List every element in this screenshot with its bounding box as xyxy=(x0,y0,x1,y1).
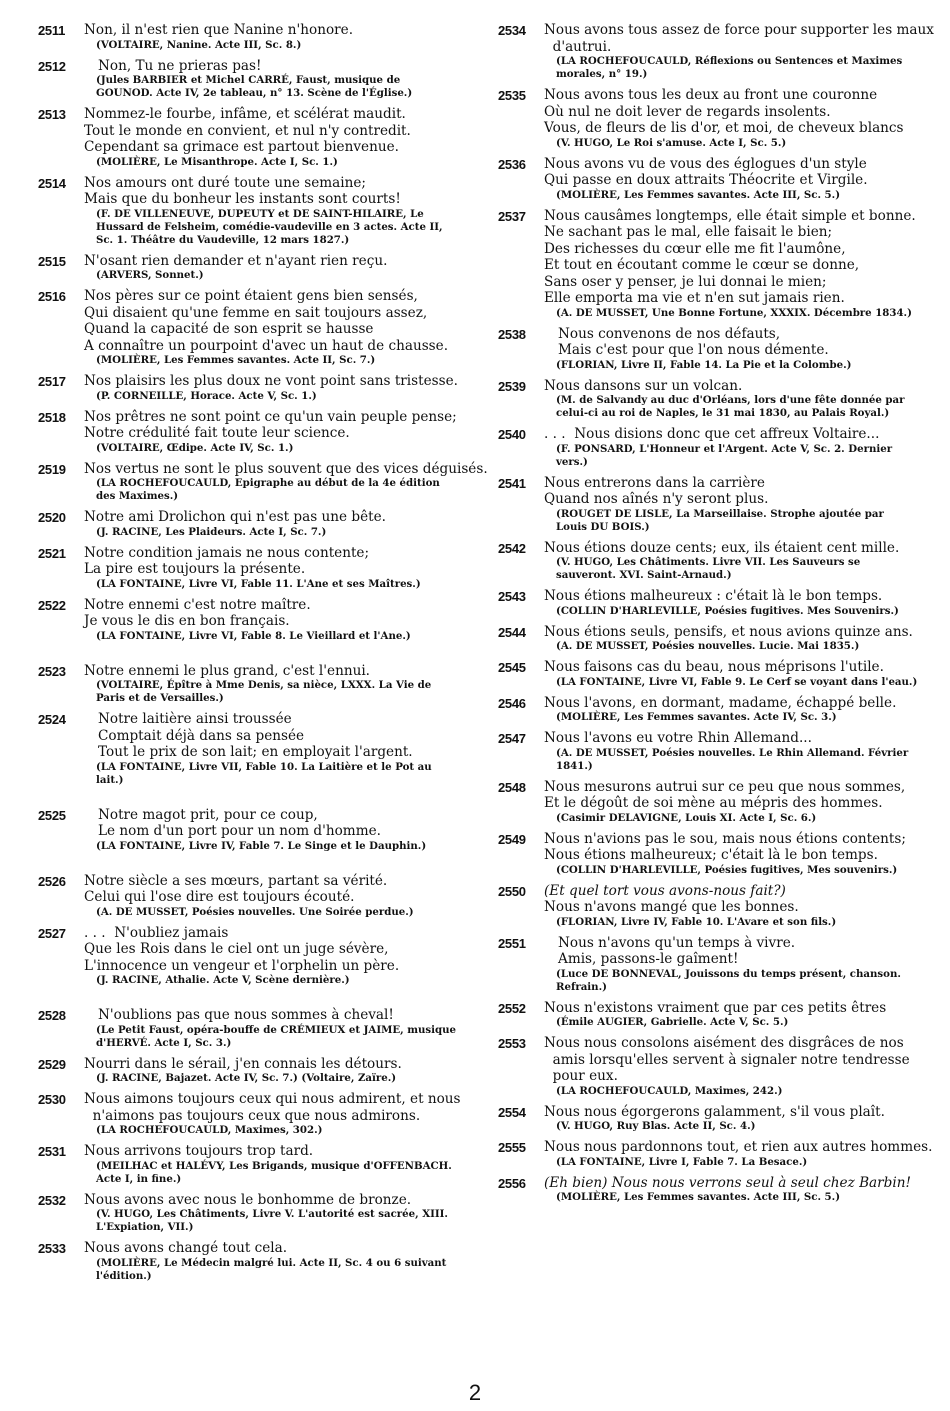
quote-source: (MOLIÈRE, Les Femmes savantes. Acte III, Sc. 5.) xyxy=(556,188,841,201)
quote-source: (MEILHAC et HALÉVY, Les Brigands, musique d'OFFENBACH. Acte I, in fine.) xyxy=(96,1159,452,1185)
quote-source: (MOLIÈRE, Le Médecin malgré lui. Acte II, Sc. 4 ou 6 suivant l'édition.) xyxy=(96,1256,447,1282)
quote-source: (J. RACINE, Athalie. Acte V, Scène dernière.) xyxy=(96,974,350,986)
quote-number: 2523 xyxy=(38,663,66,679)
quote-line: Quand nos aînés n'y seront plus. xyxy=(544,491,769,507)
quote-line: Où nul ne doit lever de regards insolents. xyxy=(544,103,831,120)
quote-number: 2532 xyxy=(38,1192,66,1208)
right-column xyxy=(498,22,934,1210)
quote-entry xyxy=(498,1104,918,1134)
quote-line: (Eh bien) Nous nous verrons seul à seul chez Barbin! xyxy=(544,1174,911,1191)
quote-number: 2533 xyxy=(38,1241,66,1256)
quote-line: Notre crédulité fait toute leur science. xyxy=(84,425,350,441)
quote-entry xyxy=(38,58,458,101)
quote-line: Notre magot prit, pour ce coup, xyxy=(98,806,318,823)
quote-number: 2546 xyxy=(498,695,526,711)
quote-entry xyxy=(498,883,918,929)
quote-source: (LA FONTAINE, Livre VI, Fable 11. L'Ane et ses Maîtres.) xyxy=(96,577,421,590)
quote-line: L'innocence un vengeur et l'orphelin un père. xyxy=(84,957,400,974)
quote-entry xyxy=(498,779,918,825)
quote-source: (LA ROCHEFOUCAULD, Maximes, 302.) xyxy=(96,1124,323,1136)
quote-source: (V. HUGO, Les Châtiments. Livre VII. Les Sauveurs se sauveront. XVI. Saint-Arnaud.) xyxy=(556,556,861,581)
quote-line: n'aimons pas toujours ceux que nous admirons. xyxy=(84,1107,421,1124)
quote-line: Nous causâmes longtemps, elle était simple et bonne. xyxy=(544,207,916,224)
quote-line: Nous mesurons autrui sur ce peu que nous sommes, xyxy=(544,778,906,795)
quote-source: (ARVERS, Sonnet.) xyxy=(96,269,204,281)
quote-entry xyxy=(498,1035,918,1098)
quote-source: (COLLIN D'HARLEVILLE, Poésies fugitives. Mes Souvenirs.) xyxy=(556,604,899,617)
quote-source: (M. de Salvandy au duc d'Orléans, lors d'une fête donnée par celui-ci au roi de Naples, le 31 mai 1830, au Palais Royal.) xyxy=(556,394,905,419)
quote-entry xyxy=(38,925,458,988)
quote-line: Nous dansons sur un volcan. xyxy=(544,377,743,394)
quote-line: Nous convenons de nos défauts, xyxy=(558,325,781,342)
quote-number: 2535 xyxy=(498,88,526,103)
quote-line: . . . N'oubliez jamais xyxy=(84,924,229,941)
quote-entry xyxy=(498,1139,933,1169)
quote-number: 2544 xyxy=(498,624,526,640)
quote-number: 2536 xyxy=(498,156,526,172)
quote-entry xyxy=(38,409,458,455)
quote-line: Nos prêtres ne sont point ce qu'un vain peuple pense; xyxy=(84,408,457,425)
quote-entry xyxy=(38,288,458,367)
quote-source: (Luce DE BONNEVAL, Jouissons du temps présent, chanson. Refrain.) xyxy=(556,967,901,993)
quote-number: 2550 xyxy=(498,883,526,899)
quote-number: 2531 xyxy=(38,1144,66,1159)
quote-number: 2529 xyxy=(38,1056,66,1072)
quote-line: Nous nous égorgerons galamment, s'il vous plaît. xyxy=(544,1103,885,1120)
quote-number: 2540 xyxy=(498,427,526,442)
quote-entry xyxy=(498,659,918,689)
quote-line: . . . Nous disions donc que cet affreux Voltaire... xyxy=(544,426,880,442)
quote-source: (Jules BARBIER et Michel CARRÉ, Faust, musique de GOUNOD. Acte IV, 2e tableau, n° 13. Scène de l'Église.) xyxy=(96,74,413,99)
left-column xyxy=(38,22,488,1289)
quote-number: 2534 xyxy=(498,23,526,38)
quote-line: Et tout en écoutant comme le cœur se donne, xyxy=(544,257,860,273)
quote-line: Nourri dans le sérail, j'en connais les détours. xyxy=(84,1055,402,1072)
quote-line: Notre ami Drolichon qui n'est pas une bête. xyxy=(84,509,386,525)
quote-number: 2553 xyxy=(498,1036,526,1051)
quote-source: (A. DE MUSSET, Poésies nouvelles. Lucie. Mai 1835.) xyxy=(556,640,860,652)
quote-line: N'osant rien demander et n'ayant rien reçu. xyxy=(84,252,388,269)
quote-entry xyxy=(498,475,918,534)
quote-entry xyxy=(498,156,918,202)
quote-source: (V. HUGO, Les Châtiments, Livre V. L'autorité est sacrée, XIII. L'Expiation, VII.) xyxy=(96,1208,448,1233)
quote-number: 2520 xyxy=(38,510,66,525)
quote-line: Non, Tu ne prieras pas! xyxy=(98,57,262,74)
quote-line: Nous n'avions pas le sou, mais nous étions contents; xyxy=(544,830,906,847)
quote-entry xyxy=(498,378,918,421)
quote-line: Nous n'existons vraiment que par ces petits êtres xyxy=(544,999,887,1016)
quote-entry xyxy=(498,22,934,81)
page-number: 2 xyxy=(468,1380,482,1405)
quote-line: Que les Rois dans le ciel ont un juge sévère, xyxy=(84,941,389,957)
quote-number: 2530 xyxy=(38,1092,66,1107)
quote-line: Cependant sa grimace est partout bienvenue. xyxy=(84,139,399,155)
quote-line: Nous n'avons qu'un temps à vivre. xyxy=(558,934,796,951)
quote-number: 2539 xyxy=(498,378,526,394)
quote-line: Nos vertus ne sont le plus souvent que des vices déguisés. xyxy=(84,460,488,477)
quote-line: Nos plaisirs les plus doux ne vont point sans tristesse. xyxy=(84,373,458,389)
quote-entry xyxy=(38,22,458,52)
quote-entry xyxy=(38,597,458,643)
quote-source: (LA FONTAINE, Livre VI, Fable 9. Le Cerf se voyant dans l'eau.) xyxy=(556,675,918,688)
quote-number: 2537 xyxy=(498,208,526,224)
quote-source: (J. RACINE, Bajazet. Acte IV, Sc. 7.) (Voltaire, Zaïre.) xyxy=(96,1072,397,1084)
quote-number: 2519 xyxy=(38,461,66,477)
quote-number: 2524 xyxy=(38,712,66,727)
quote-entry xyxy=(498,588,918,618)
quote-line: Notre ennemi c'est notre maître. xyxy=(84,596,311,613)
quote-line: Nous aimons toujours ceux qui nous admirent, et nous xyxy=(84,1091,461,1107)
quote-line: Nous avons tous les deux au front une couronne xyxy=(544,87,878,103)
quote-line: Nos pères sur ce point étaient gens bien sensés, xyxy=(84,288,418,304)
quote-source: (MOLIÈRE, Les Femmes savantes. Acte II, Sc. 7.) xyxy=(96,354,376,366)
quote-source: (V. HUGO, Ruy Blas. Acte II, Sc. 4.) xyxy=(556,1120,756,1132)
quote-number: 2551 xyxy=(498,935,526,951)
quote-line: (Et quel tort vous avons-nous fait?) xyxy=(544,882,786,899)
quote-number: 2552 xyxy=(498,1000,526,1016)
quote-entry xyxy=(38,1143,458,1186)
quote-line: Nous avons avec nous le bonhomme de bronze. xyxy=(84,1191,412,1208)
quote-entry xyxy=(38,373,458,403)
quote-line: Nous avons vu de vous des églogues d'un style xyxy=(544,155,867,172)
quote-source: (LA ROCHEFOUCAULD, Réflexions ou Sentences et Maximes morales, n° 19.) xyxy=(556,55,903,80)
quote-source: (VOLTAIRE, Nanine. Acte III, Sc. 8.) xyxy=(96,38,302,51)
quote-source: (FLORIAN, Livre II, Fable 14. La Pie et la Colombe.) xyxy=(556,358,852,371)
quote-entry xyxy=(498,426,918,469)
quote-number: 2547 xyxy=(498,731,526,746)
quote-number: 2518 xyxy=(38,409,66,425)
quote-line: Nous nous consolons aisément des disgrâces de nos xyxy=(544,1035,904,1051)
quote-line: Nous avons tous assez de force pour supporter les maux xyxy=(544,22,934,38)
quote-line: amis lorsqu'elles servent à signaler notre tendresse xyxy=(544,1051,910,1068)
quote-line: Je vous le dis en bon français. xyxy=(84,613,290,629)
quote-entry xyxy=(38,807,458,853)
quote-source: (LA FONTAINE, Livre VI, Fable 8. Le Vieillard et l'Ane.) xyxy=(96,629,411,642)
quote-line: Tout le monde en convient, et nul n'y contredit. xyxy=(84,122,411,139)
quote-line: Nous étions malheureux; c'était là le bon temps. xyxy=(544,847,878,863)
quote-source: (F. DE VILLENEUVE, DUPEUTY et DE SAINT-HILAIRE, Le Hussard de Felsheim, comédie-vaudeville en 3 actes. Acte II, Sc. 1. Théâtre du Vaudeville, 12 mars 1827.) xyxy=(96,207,443,246)
quote-entry xyxy=(38,1091,461,1137)
quote-source: (VOLTAIRE, Œdipe. Acte IV, Sc. 1.) xyxy=(96,441,294,454)
quote-entry xyxy=(38,1007,458,1050)
quote-number: 2549 xyxy=(498,831,526,847)
quote-line: Comptait déjà dans sa pensée xyxy=(98,727,305,744)
quote-line: Nous avons changé tout cela. xyxy=(84,1240,288,1256)
quote-entry xyxy=(498,326,918,372)
quote-line: Vous, de fleurs de lis d'or, et moi, de cheveux blancs xyxy=(544,120,904,136)
quote-line: Nous faisons cas du beau, nous méprisons l'utile. xyxy=(544,659,884,675)
quote-source: (ROUGET DE LISLE, La Marseillaise. Strophe ajoutée par Louis DU BOIS.) xyxy=(556,507,884,533)
quote-line: Celui qui l'ose dire est toujours écouté. xyxy=(84,889,355,905)
quote-line: Notre ennemi le plus grand, c'est l'ennui. xyxy=(84,662,370,679)
quote-line: Nous entrerons dans la carrière xyxy=(544,474,765,491)
quote-entry xyxy=(498,831,918,877)
quote-line: Des richesses du cœur elle me fit l'aumône, xyxy=(544,240,846,257)
quote-entry xyxy=(498,624,918,654)
quote-number: 2511 xyxy=(38,23,66,38)
quote-number: 2521 xyxy=(38,545,66,561)
quote-line: Qui passe en doux attraits Théocrite et Virgile. xyxy=(544,172,868,188)
quote-entry xyxy=(38,509,458,539)
quote-line: Notre laitière ainsi troussée xyxy=(98,711,292,727)
quote-line: Nous l'avons eu votre Rhin Allemand... xyxy=(544,730,812,746)
quote-number: 2528 xyxy=(38,1008,66,1023)
quote-number: 2527 xyxy=(38,925,66,941)
quote-line: Nous l'avons, en dormant, madame, échappé belle. xyxy=(544,694,897,711)
quote-source: (P. CORNEILLE, Horace. Acte V, Sc. 1.) xyxy=(96,389,317,402)
quote-number: 2516 xyxy=(38,289,66,304)
quote-line: Qui disaient qu'une femme en sait toujours assez, xyxy=(84,304,428,321)
quote-number: 2525 xyxy=(38,807,66,823)
quote-source: (A. DE MUSSET, Poésies nouvelles. Le Rhin Allemand. Février 1841.) xyxy=(556,746,909,772)
quote-source: (V. HUGO, Le Roi s'amuse. Acte I, Sc. 5.) xyxy=(556,136,787,149)
quote-number: 2543 xyxy=(498,589,526,604)
quote-entry xyxy=(38,873,458,919)
quote-entry xyxy=(498,87,918,150)
quote-line: Quand la capacité de son esprit se hausse xyxy=(84,321,374,337)
quote-entry xyxy=(38,460,488,504)
quote-line: Mais que du bonheur les instants sont courts! xyxy=(84,191,401,207)
quote-line: Notre condition jamais ne nous contente; xyxy=(84,544,370,561)
quote-number: 2526 xyxy=(38,873,66,889)
quote-line: Nommez-le fourbe, infâme, et scélérat maudit. xyxy=(84,106,406,122)
quote-source: (LA FONTAINE, Livre I, Fable 7. La Besace.) xyxy=(556,1155,808,1168)
quote-entry xyxy=(38,1056,458,1086)
quote-line: Et le dégoût de soi mène au mépris des hommes. xyxy=(544,795,883,811)
quote-number: 2541 xyxy=(498,475,526,491)
quote-source: (A. DE MUSSET, Une Bonne Fortune, XXXIX. Décembre 1834.) xyxy=(556,306,912,319)
quote-source: (A. DE MUSSET, Poésies nouvelles. Une Soirée perdue.) xyxy=(96,905,414,918)
quote-source: (MOLIÈRE, Le Misanthrope. Acte I, Sc. 1.) xyxy=(96,155,338,168)
quote-source: (COLLIN D'HARLEVILLE, Poésies fugitives, Mes souvenirs.) xyxy=(556,863,898,876)
quote-number: 2517 xyxy=(38,374,66,389)
quote-line: Nous étions malheureux : c'était là le bon temps. xyxy=(544,588,883,604)
quote-entry xyxy=(498,730,918,773)
quote-number: 2513 xyxy=(38,107,66,122)
quote-number: 2522 xyxy=(38,597,66,613)
quote-line: pour eux. xyxy=(544,1068,618,1084)
quote-source: (J. RACINE, Les Plaideurs. Acte I, Sc. 7.) xyxy=(96,525,327,538)
quote-line: Non, il n'est rien que Nanine n'honore. xyxy=(84,22,354,38)
quote-line: Notre siècle a ses mœurs, partant sa vérité. xyxy=(84,872,388,889)
quote-entry xyxy=(498,540,918,583)
quote-line: d'autrui. xyxy=(544,38,612,55)
quote-source: (MOLIÈRE, Les Femmes savantes. Acte IV, Sc. 3.) xyxy=(556,711,837,723)
quote-entry xyxy=(38,1240,458,1283)
quote-source: (F. PONSARD, L'Honneur et l'Argent. Acte V, Sc. 2. Dernier vers.) xyxy=(556,442,893,468)
quote-source: (VOLTAIRE, Épître à Mme Denis, sa nièce, LXXX. La Vie de Paris et de Versailles.) xyxy=(96,679,432,704)
quote-source: (Le Petit Faust, opéra-bouffe de CRÉMIEUX et JAIME, musique d'HERVÉ. Acte I, Sc. 3.) xyxy=(96,1023,457,1049)
quote-line: Nous arrivons toujours trop tard. xyxy=(84,1143,314,1159)
quote-entry xyxy=(38,711,458,787)
quote-source: (LA FONTAINE, Livre VII, Fable 10. La Laitière et le Pot au lait.) xyxy=(96,760,432,786)
quote-number: 2515 xyxy=(38,253,66,269)
quote-line: Ne sachant pas le mal, elle faisait le bien; xyxy=(544,224,833,240)
quote-entry xyxy=(498,695,918,725)
quote-entry xyxy=(498,1175,918,1205)
quote-number: 2542 xyxy=(498,540,526,556)
quote-line: Nous étions seuls, pensifs, et nous avions quinze ans. xyxy=(544,623,913,640)
quote-line: Mais c'est pour que l'on nous démente. xyxy=(558,342,829,358)
quote-number: 2538 xyxy=(498,326,526,342)
quote-source: (LA ROCHEFOUCAULD, Maximes, 242.) xyxy=(556,1084,783,1097)
quote-line: Nous nous pardonnons tout, et rien aux autres hommes. xyxy=(544,1139,933,1155)
quote-line: Sans oser y penser, je lui donnai le mien; xyxy=(544,273,827,290)
quote-line: Nous étions douze cents; eux, ils étaient cent mille. xyxy=(544,539,900,556)
quote-entry xyxy=(38,253,458,283)
quote-line: Tout le prix de son lait; en employait l'argent. xyxy=(98,744,413,760)
quote-line: Amis, passons-le gaîment! xyxy=(558,951,739,967)
quote-source: (MOLIÈRE, Les Femmes savantes. Acte III, Sc. 5.) xyxy=(556,1191,841,1203)
quote-entry xyxy=(38,1192,458,1235)
quote-number: 2512 xyxy=(38,58,66,74)
quote-source: (FLORIAN, Livre IV, Fable 10. L'Avare et son fils.) xyxy=(556,915,837,928)
quote-source: (Casimir DELAVIGNE, Louis XI. Acte I, Sc. 6.) xyxy=(556,811,817,824)
quote-line: Le nom d'un port pour un nom d'homme. xyxy=(98,823,381,839)
quote-entry xyxy=(38,175,458,247)
quote-number: 2545 xyxy=(498,660,526,675)
quote-source: (LA ROCHEFOUCAULD, Epigraphe au début de la 4e édition des Maximes.) xyxy=(96,477,440,502)
quote-entry xyxy=(498,935,918,994)
quote-line: La pire est toujours la présente. xyxy=(84,561,306,577)
quote-source: (Émile AUGIER, Gabrielle. Acte V, Sc. 5.) xyxy=(556,1016,789,1028)
quote-number: 2554 xyxy=(498,1104,526,1120)
quote-number: 2548 xyxy=(498,779,526,795)
quote-line: Elle emporta ma vie et n'en sut jamais rien. xyxy=(544,290,845,306)
quote-line: A connaître un pourpoint d'avec un haut de chausse. xyxy=(84,337,449,354)
quote-line: Nous n'avons mangé que les bonnes. xyxy=(544,899,799,915)
quote-entry xyxy=(38,663,458,706)
quote-line: N'oublions pas que nous sommes à cheval! xyxy=(98,1007,394,1023)
quote-number: 2556 xyxy=(498,1175,526,1191)
quote-line: Nos amours ont duré toute une semaine; xyxy=(84,174,366,191)
quote-number: 2514 xyxy=(38,175,66,191)
quote-entry xyxy=(38,545,458,591)
quote-number: 2555 xyxy=(498,1140,526,1155)
quote-entry xyxy=(38,106,458,169)
quote-source: (LA FONTAINE, Livre IV, Fable 7. Le Singe et le Dauphin.) xyxy=(96,839,427,852)
quote-entry xyxy=(498,1000,918,1030)
quote-entry xyxy=(498,208,918,320)
